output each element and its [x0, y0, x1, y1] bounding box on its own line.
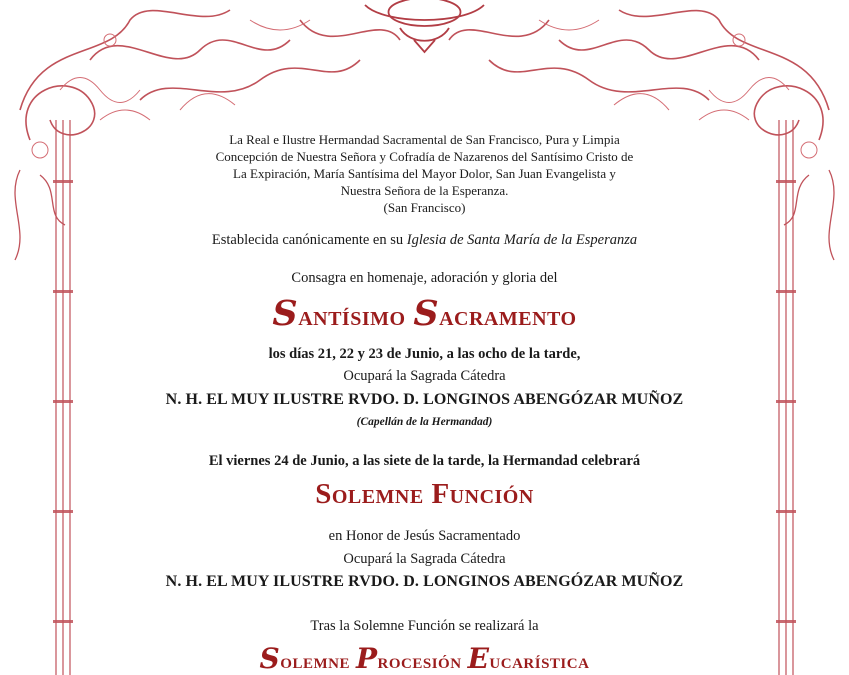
title-santisimo-sacramento [60, 293, 789, 334]
title3-word-2: rocesión [377, 648, 468, 673]
ocupara-line-1: Ocupará la Sagrada Cátedra [343, 368, 506, 384]
title1-word-2: acramento [439, 300, 577, 332]
title1-initial-1: S [272, 293, 299, 334]
established-line [60, 232, 789, 249]
header-line-2: Concepción de Nuestra Señora y Cofradía de Nazarenos del Santísimo Cristo de [215, 149, 634, 164]
preacher-line-1: N. H. EL MUY ILUSTRE RVDO. D. LONGINOS ABENGÓZAR MUÑOZ [165, 391, 684, 408]
title3-initial-1: S [259, 642, 281, 675]
honor-line: en Honor de Jesús Sacramentado [328, 528, 521, 544]
header-line-4: Nuestra Señora de la Esperanza. [340, 183, 509, 198]
title3-initial-2: P [355, 642, 378, 675]
title1-initial-2: S [413, 293, 440, 334]
friday-line: El viernes 24 de Junio, a las siete de la tarde, la Hermandad celebrará [208, 453, 641, 469]
established-prefix: Establecida canónicamente en su [211, 232, 407, 248]
title3-word-1: olemne [280, 648, 356, 673]
title3-initial-3: E [467, 642, 490, 675]
title-solemne-funcion: Solemne Función [315, 478, 534, 510]
invitation-content [60, 0, 789, 675]
header-line-5: (San Francisco) [383, 200, 466, 215]
preacher-role: (Capellán de la Hermandad) [356, 416, 493, 428]
dates-line: los días 21, 22 y 23 de Junio, a las ocho de la tarde, [268, 346, 581, 362]
title-procesion-eucaristica [60, 642, 789, 675]
consagra-line: Consagra en homenaje, adoración y gloria del [291, 270, 558, 286]
header-line-1: La Real e Ilustre Hermandad Sacramental de San Francisco, Pura y Limpia [229, 132, 620, 147]
title1-word-1: antísimo [298, 300, 414, 332]
title3-word-3: ucarística [489, 648, 590, 673]
ocupara-line-2: Ocupará la Sagrada Cátedra [343, 551, 506, 567]
tras-line: Tras la Solemne Función se realizará la [310, 618, 539, 634]
preacher-line-2: N. H. EL MUY ILUSTRE RVDO. D. LONGINOS ABENGÓZAR MUÑOZ [165, 573, 684, 590]
church-name: Iglesia de Santa María de la Esperanza [406, 232, 638, 248]
header-line-3: La Expiración, María Santísima del Mayor Dolor, San Juan Evangelista y [233, 166, 616, 181]
